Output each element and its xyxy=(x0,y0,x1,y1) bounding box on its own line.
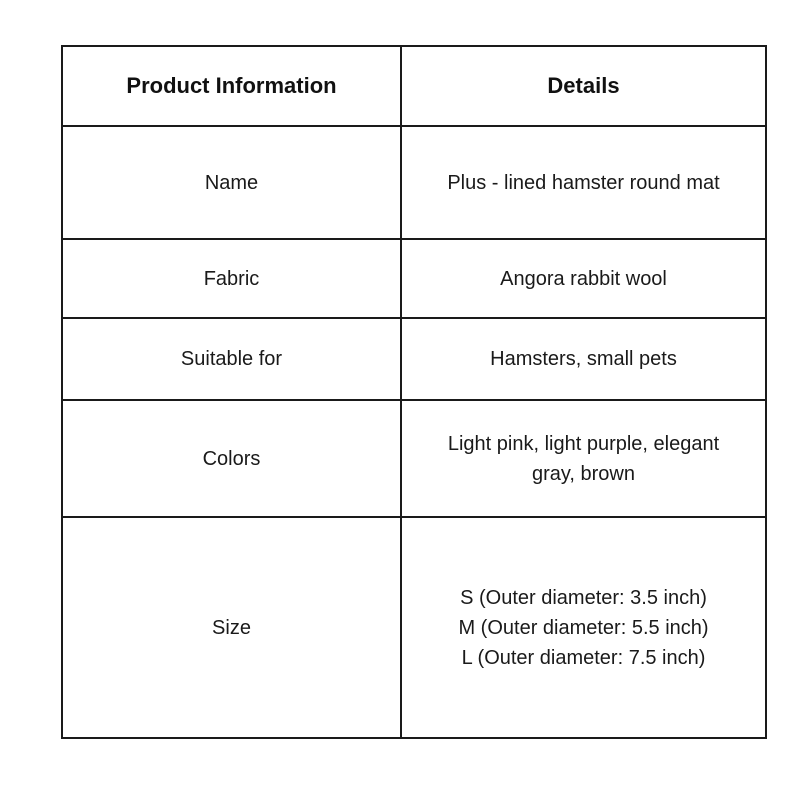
row-value-colors: Light pink, light purple, elegant gray, brown xyxy=(401,400,766,517)
column-header-product-information: Product Information xyxy=(62,46,401,126)
row-value-suitable-for: Hamsters, small pets xyxy=(401,318,766,400)
table-row xyxy=(62,239,766,318)
row-label-name: Name xyxy=(62,126,401,239)
table-header-row xyxy=(62,46,766,126)
size-option-s: S (Outer diameter: 3.5 inch) xyxy=(460,586,707,609)
column-header-details: Details xyxy=(401,46,766,126)
size-option-m: M (Outer diameter: 5.5 inch) xyxy=(458,616,709,639)
row-value-name: Plus - lined hamster round mat xyxy=(401,126,766,239)
row-label-fabric: Fabric xyxy=(62,239,401,318)
table-row xyxy=(62,318,766,400)
row-label-suitable-for: Suitable for xyxy=(62,318,401,400)
table-row xyxy=(62,517,766,738)
row-label-colors: Colors xyxy=(62,400,401,517)
row-value-fabric: Angora rabbit wool xyxy=(401,239,766,318)
row-label-size: Size xyxy=(62,517,401,738)
size-option-l: L (Outer diameter: 7.5 inch) xyxy=(461,646,706,669)
product-info-table xyxy=(61,45,767,739)
row-value-size xyxy=(401,517,766,738)
table-row xyxy=(62,400,766,517)
table-row xyxy=(62,126,766,239)
